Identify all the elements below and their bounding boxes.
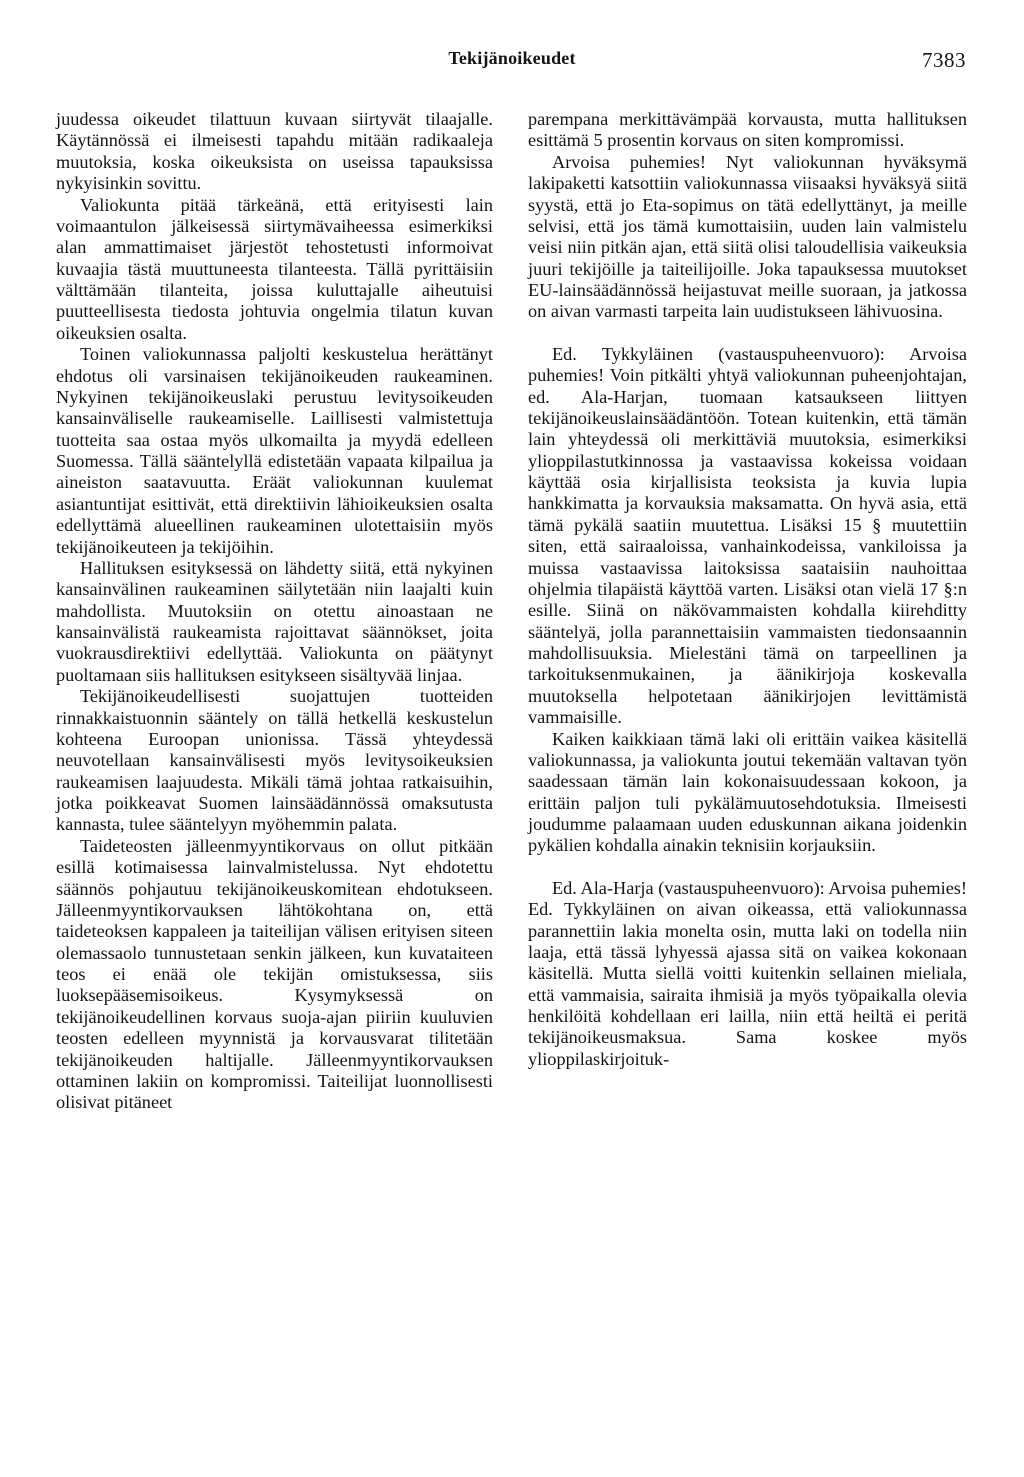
paragraph: Taideteosten jälleenmyyntikorvaus on ollut pitkään esillä kotimaisessa lainvalmistelussa. Nyt ehdotettu säännös pohjautuu tekijänoikeuskomitean ehdotukseen. Jälleenmyyntikorvauksen lähtökohtana on, että taideteoksen kappaleen ja taiteilijan välisen erityisen siteen olemassaolo tunnustetaan senkin jälkeen, kun kuvataiteen teos ei enää ole tekijän omistuksessa, siis luoksepääsemisoikeus. Kysymyksessä on tekijänoikeudellinen korvaus suoja-ajan piiriin kuuluvien teosten edelleen myynnistä ja korvausvarat tilitetään tekijänoikeuden haltijalle. Jälleenmyyntikorvauksen ottaminen lakiin on kompromissi. Taiteilijat luonnollisesti olisivat pitäneet — [56, 835, 493, 1113]
speech-text: Tykkyläinen (vastauspuheenvuoro): Arvoisa puhemies! Voin pitkälti yhtyä valiokunnan puheenjohtajan, ed. Ala-Harjan, tuomaan katsaukseen liittyen tekijänoikeuslainsäädäntöön. Totean kuitenkin, että tämän lain yhteydessä oli merkittäviä muutoksia, esimerkiksi ylioppilastutkinnossa ja vastaavissa kokeissa voidaan käyttää osia kirjallisista teoksista ja kuvia lupia hankkimatta ja korvauksia maksamatta. On hyvä asia, että tämä pykälä saatiin muutettua. Lisäksi 15 § muutettiin siten, että sairaaloissa, vanhainkodeissa, vankiloissa ja muissa vastaavissa laitoksissa saataisiin nauhoittaa ohjelmia tilapäistä käyttöä varten. Lisäksi otan vielä 17 §:n esille. Siinä on näkövammaisten kohdalla kiirehditty sääntelyä, jolla parannettaisiin vammaisten tiedonsaannin mahdollisuuksia. Mielestäni tämä on tarpeellinen ja tarkoituksenmukainen, ja äänikirjoja koskevalla muutoksella helpotetaan äänikirjojen levittämistä vammaisille. — [528, 343, 967, 728]
left-column — [56, 109, 493, 1114]
paragraph: juudessa oikeudet tilattuun kuvaan siirtyvät tilaajalle. Käytännössä ei ilmeisesti tapahdu mitään radikaaleja muutoksia, koska oikeuksista on useissa tapauksissa nykyisinkin sovittu. — [56, 109, 493, 194]
speech-text: Ala-Harja (vastauspuheenvuoro): Arvoisa puhemies! Ed. Tykkyläinen on aivan oikeassa, että valiokunnassa parannettiin lakia monelta osin, mutta laki on todella niin laaja, että tässä lyhyessä ajassa sitä on vaikea kokonaan käsitellä. Mutta siellä voitti kuitenkin sellainen mieliala, että vammaisia, sairaita ihmisiä ja myös työpaikalla olevia henkilöitä kohdellaan eri lailla, niin että heiltä ei peritä tekijänoikeusmaksua. Sama koskee myös ylioppilaskirjoituk- — [528, 877, 968, 1069]
page-header — [0, 48, 1024, 78]
speaker-prefix: Ed. — [552, 877, 577, 898]
speaker-prefix: Ed. — [552, 343, 577, 364]
right-column — [528, 109, 967, 1070]
paragraph: Valiokunta pitää tärkeänä, että erityisesti lain voimaantulon jälkeisessä siirtymävaiheessa esimerkiksi alan ammattimaiset järjestöt tehostetusti informoivat kuvaajia tästä muuttuneesta tilanteesta. Tällä pyrittäisiin välttämään tilanteita, joissa kuluttajalle aiheutuisi puutteellisesta tiedosta johtuvia ongelmia tilatun kuvan oikeuksien osalta. — [56, 194, 493, 343]
paragraph: parempana merkittävämpää korvausta, mutta hallituksen esittämä 5 prosentin korvaus on siten kompromissi. — [528, 109, 967, 151]
paragraph: Tekijänoikeudellisesti suojattujen tuotteiden rinnakkaistuonnin sääntely on tällä hetkellä keskustelun kohteena Euroopan unionissa. Tässä yhteydessä neuvotellaan kansainvälisesti myös levitysoikeuksien raukeamisen laajuudesta. Mikäli tämä johtaa ratkaisuihin, jotka poikkeavat Suomen lainsäädännössä omaksutusta kannasta, tulee sääntelyyn myöhemmin palata. — [56, 686, 493, 835]
paragraph: Arvoisa puhemies! Nyt valiokunnan hyväksymä lakipaketti katsottiin valiokunnassa viisaaksi hyväksyä siitä syystä, että jo Eta-sopimus on tätä edellyttänyt, ja meille selvisi, että jos tämä kumottaisiin, uuden lain valmistelu veisi niin pitkän ajan, että siitä olisi taloudellisia vaikeuksia juuri tekijöille ja taiteilijoille. Joka tapauksessa muutokset EU-lainsäädännössä heijastuvat meille suoraan, ja jatkossa on aivan varmasti tarpeita lain uudistukseen lähivuosina. — [528, 151, 967, 322]
paragraph: Hallituksen esityksessä on lähdetty siitä, että nykyinen kansainvälinen raukeaminen säilytetään niin laajalti kuin mahdollista. Muutoksiin on otettu ainoastaan ne kansainvälistä raukeamista rajoittavat säännökset, joita vuokrausdirektiivi edellyttää. Valiokunta on päätynyt puoltamaan siis hallituksen esitykseen sisältyvää linjaa. — [56, 557, 493, 685]
running-title: Tekijänoikeudet — [448, 48, 576, 68]
speech-paragraph — [528, 344, 967, 729]
page-number: 7383 — [922, 48, 966, 72]
paragraph: Toinen valiokunnassa paljolti keskustelua herättänyt ehdotus oli varsinaisen tekijänoikeuden raukeaminen. Nykyinen tekijänoikeuslaki perustuu levitysoikeuden kansainväliselle raukeamiselle. Laillisesti valmistettuja tuotteita saa ostaa myös ulkomailta ja myydä edelleen Suomessa. Tällä sääntelyllä edistetään vapaata kilpailua ja aineiston saatavuutta. Eräät valiokunnan kuulemat asiantuntijat esittivät, että direktiivin lähioikeuksien osalta edellyttämä alueellinen raukeaminen ulotettaisiin myös tekijänoikeuteen ja tekijöihin. — [56, 344, 493, 557]
paragraph: Kaiken kaikkiaan tämä laki oli erittäin vaikea käsitellä valiokunnassa, ja valiokunta joutui tekemään valtavan työn saadessaan tämän lain kokonaisuudessaan kokoon, ja erittäin paljon tuli pykälämuutosehdotuksia. Ilmeisesti joudumme palaamaan uuden eduskunnan aikana joidenkin pykälien kohdalla ainakin teknisiin korjauksiin. — [528, 728, 967, 856]
speech-paragraph — [528, 878, 967, 1070]
